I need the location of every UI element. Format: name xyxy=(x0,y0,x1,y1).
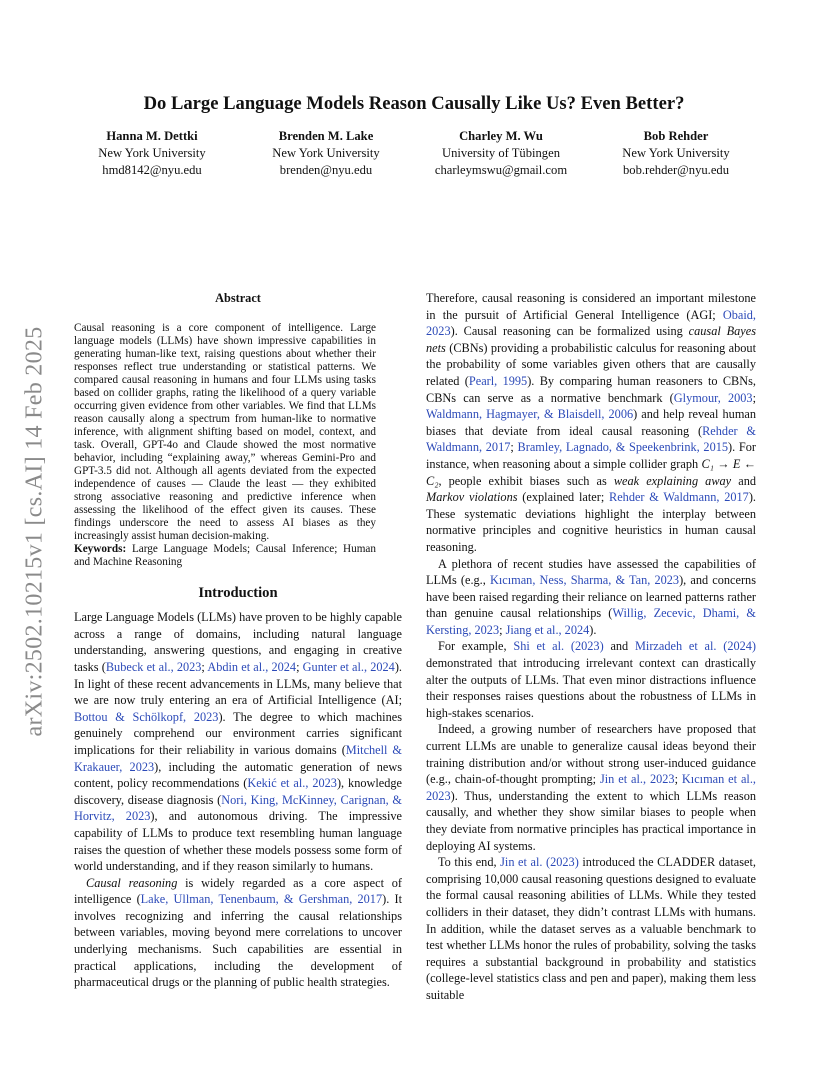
citation-link[interactable]: Rehder & Waldmann, 2017 xyxy=(426,423,756,455)
citation-link[interactable]: Shi et al. (2023) xyxy=(513,639,604,654)
keywords-label: Keywords: xyxy=(74,542,127,555)
author-affiliation: New York University xyxy=(622,146,730,160)
paper-title: Do Large Language Models Reason Causally Like Us? Even Better? xyxy=(143,93,685,114)
keywords-text: Large Language Models; Causal Inference; Human and Machine Reasoning xyxy=(74,542,376,568)
citation-link[interactable]: Jin et al., 2023 xyxy=(599,772,675,787)
author-block xyxy=(0,128,828,178)
intro-paragraph-4: A plethora of recent studies have assessed the capabilities of LLMs (e.g., Kıcıman, Ness, Sharma, & Tan, 2023), and concerns have been raised regarding their reliance on learned patterns rather than genuine causal relationships (Willig, Zecevic, Dhami, & Kersting, 2023; Jiang et al., 2024). xyxy=(426,556,756,637)
citation-link[interactable]: Jin et al. (2023) xyxy=(500,855,579,870)
arxiv-sidebar xyxy=(8,296,62,766)
author-email: bob.rehder@nyu.edu xyxy=(622,163,730,177)
citation-link[interactable]: Waldmann, Hagmayer, & Blaisdell, 2006 xyxy=(426,407,634,422)
collider-graph: C₁ → E ← C₂ xyxy=(426,456,756,488)
left-column xyxy=(74,290,402,991)
author-4 xyxy=(581,128,771,179)
citation-link[interactable]: Gunter et al., 2024 xyxy=(302,659,395,674)
author-name: Hanna M. Dettki xyxy=(106,129,198,143)
author-3 xyxy=(406,128,596,179)
author-affiliation: New York University xyxy=(272,146,380,160)
author-1 xyxy=(57,128,247,179)
arxiv-identifier: arXiv:2502.10215v1 [cs.AI] 14 Feb 2025 xyxy=(21,325,48,737)
citation-link[interactable]: Bubeck et al., 2023 xyxy=(105,659,202,674)
author-name: Brenden M. Lake xyxy=(278,129,374,143)
author-email: hmd8142@nyu.edu xyxy=(102,163,202,177)
citation-link[interactable]: Willig, Zecevic, Dhami, & Kersting, 2023 xyxy=(426,606,756,637)
citation-link[interactable]: Glymour, 2003 xyxy=(673,390,753,405)
citation-link[interactable]: Obaid, 2023 xyxy=(426,307,756,339)
citation-link[interactable]: Lake, Ullman, Tenenbaum, & Gershman, 2017 xyxy=(140,892,383,907)
author-name: Bob Rehder xyxy=(643,129,709,143)
citation-link[interactable]: Mitchell & Krakauer, 2023 xyxy=(74,742,402,774)
citation-link[interactable]: Mirzadeh et al. (2024) xyxy=(634,639,757,654)
intro-paragraph-5: For example, Shi et al. (2023) and Mirzadeh et al. (2024) demonstrated that introducing irrelevant context can drastically alter the outputs of LLMs. That even minor distractions influence their responses raises questions about the robustness of LLMs in high-stakes scenarios. xyxy=(426,639,757,720)
introduction-heading: Introduction xyxy=(198,584,278,601)
citation-link[interactable]: Abdin et al., 2024 xyxy=(207,659,297,674)
citation-link[interactable]: Bramley, Lagnado, & Speekenbrink, 2015 xyxy=(517,440,729,455)
citation-link[interactable]: Jiang et al., 2024 xyxy=(505,622,590,637)
citation-link[interactable]: Nori, King, McKinney, Carignan, & Horvitz, 2023 xyxy=(74,792,402,824)
author-2 xyxy=(231,128,421,179)
author-affiliation: New York University xyxy=(98,146,206,160)
abstract-body: Causal reasoning is a core component of intelligence. Large language models (LLMs) have shown impressive capabilities in generating human-like text, raising questions about whether their responses reflect true understanding or statistical patterns. We compared causal reasoning in humans and four LLMs using tasks based on collider graphs, rating the likelihood of a query variable occurring given evidence from other variables. We find that LLMs reason causally along a spectrum from human-like to normative inference, with alignment shifting based on model, context, and task. Overall, GPT-4o and Claude showed the most normative behavior, including “explaining away,” whereas Gemini-Pro and GPT-3.5 did not. Although all agents deviated from the expected independence of causes — Claude the least — they exhibited strong associative reasoning and predictive inference when assessing the likelihood of the effect given its causes. These findings underscore the need to assess AI biases as they increasingly assist human decision-making. xyxy=(74,321,376,542)
citation-link[interactable]: Kıcıman, Ness, Sharma, & Tan, 2023 xyxy=(489,573,680,588)
intro-paragraph-3: Therefore, causal reasoning is considered an important milestone in the pursuit of Artificial General Intelligence (AGI; Obaid, 2023). Causal reasoning can be formalized using causal Bayes nets (CBNs) providing a probabilistic calculus for reasoning about the probability of some variables given others that are causally related (Pearl, 1995). By comparing human reasoners to CBNs, CBNs can serve as a normative benchmark (Glymour, 2003; Waldmann, Hagmayer, & Blaisdell, 2006) and help reveal human biases that deviate from ideal causal reasoning (Rehder & Waldmann, 2017; Bramley, Lagnado, & Speekenbrink, 2015). For instance, when reasoning about a simple collider graph C₁ → E ← C₂, people exhibit biases such as weak explaining away and Markov violations (explained later; Rehder & Waldmann, 2017). These systematic deviations highlight the interplay between normative principles and cognitive heuristics in human causal reasoning. xyxy=(426,291,757,554)
intro-paragraph-2: Causal reasoning is widely regarded as a core aspect of intelligence (Lake, Ullman, Tenenbaum, & Gershman, 2017). It involves recognizing and inferring the causal relationships between variables, moving beyond mere correlations to uncover underlying mechanisms. Such capabilities are essential in practical applications, including the development of pharmaceutical drugs or the planning of public health strategies. xyxy=(74,875,403,990)
citation-link[interactable]: Bottou & Schölkopf, 2023 xyxy=(74,709,219,724)
abstract-heading: Abstract xyxy=(215,291,261,305)
citation-link[interactable]: Pearl, 1995 xyxy=(468,373,528,388)
author-email: brenden@nyu.edu xyxy=(279,163,373,177)
right-column xyxy=(426,290,756,1004)
author-email: charleymswu@gmail.com xyxy=(434,163,568,177)
citation-link[interactable]: Kıcıman et al., 2023 xyxy=(426,772,756,803)
author-name: Charley M. Wu xyxy=(459,129,543,143)
intro-paragraph-7: To this end, Jin et al. (2023) introduced the CLADDER dataset, comprising 10,000 causal reasoning questions designed to evaluate the formal causal reasoning abilities of LLMs. While they tested colliders in their dataset, they didn’t contrast LLMs with humans. In addition, while the dataset serves as a valuable benchmark to test whether LLMs honor the rules of probability, solving the tasks requires a substantial background in probability and statistics (college-level statistics class and pen and paper), making them less suitable xyxy=(426,855,756,1002)
intro-paragraph-1: Large Language Models (LLMs) have proven to be highly capable across a range of domains, including natural language understanding, answering questions, and engaging in creative tasks (Bubeck et al., 2023; Abdin et al., 2024; Gunter et al., 2024). In light of these recent advancements in LLMs, many believe that we are now truly entering an era of Artificial Intelligence (AI; Bottou & Schölkopf, 2023). The degree to which machines genuinely comprehend our environment carries significant implications for their reliability in various domains (Mitchell & Krakauer, 2023), including the automatic generation of news content, policy recommendations (Kekić et al., 2023), knowledge discovery, disease diagnosis (Nori, King, McKinney, Carignan, & Horvitz, 2023), and autonomous driving. The impressive capability of LLMs to produce text resembling human language raises the question of whether these models possess some form of world understanding, and if they reason similarly to humans. xyxy=(74,610,403,874)
citation-link[interactable]: Kekić et al., 2023 xyxy=(247,776,337,791)
keywords xyxy=(74,543,376,569)
citation-link[interactable]: Rehder & Waldmann, 2017 xyxy=(609,490,749,505)
author-affiliation: University of Tübingen xyxy=(442,146,560,160)
intro-paragraph-6: Indeed, a growing number of researchers have proposed that current LLMs are unable to generalize causal ideas beyond their training distribution and/or without strong user-induced guidance (e.g., chain-of-thought prompting; Jin et al., 2023; Kıcıman et al., 2023). Thus, understanding the extent to which LLMs reason causally, and whether they show similar biases to people when they deviate from normative principles has practical importance in deploying AI systems. xyxy=(426,722,756,853)
